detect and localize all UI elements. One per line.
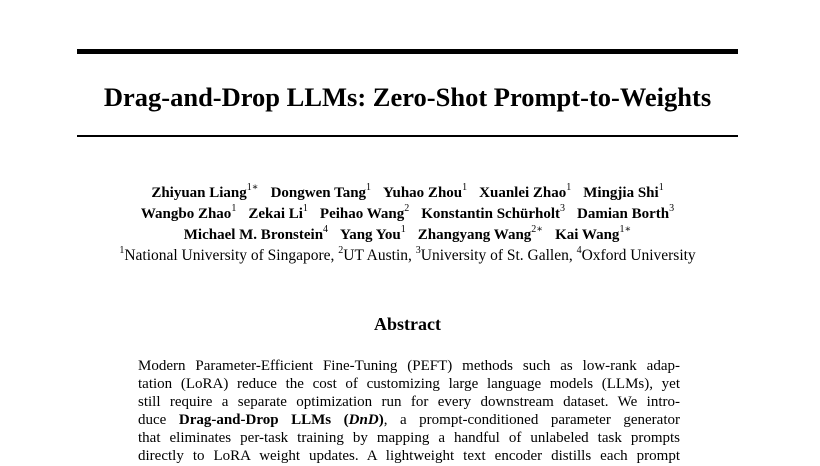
affiliation-name: UT Austin (343, 247, 409, 264)
author-name-text: Michael M. Bronstein (183, 227, 324, 243)
author-name (151, 182, 259, 201)
author-affiliation-mark: 1 (462, 182, 468, 193)
abstract-text: , a prompt-conditioned parameter generator (383, 412, 680, 428)
abstract-line (138, 447, 680, 465)
author-name (555, 224, 632, 243)
author-affiliation-mark: 2 (404, 203, 410, 214)
title-bottom-rule (77, 135, 738, 137)
author-name-text: Damian Borth (577, 206, 670, 222)
author-name-text: Zhiyuan Liang (151, 185, 247, 201)
author-affiliation-mark: 1∗ (619, 224, 632, 235)
author-affiliation-mark: 3 (560, 203, 566, 214)
author-affiliation-mark: 4 (323, 224, 329, 235)
author-affiliation-mark: 1 (302, 203, 308, 214)
abstract-heading: Abstract (374, 314, 441, 334)
affiliation-separator: , (568, 247, 577, 264)
affiliation-mark: 3 (415, 244, 421, 256)
author-affiliation-mark: 1 (366, 182, 372, 193)
affiliation-line (60, 245, 755, 266)
author-name (383, 182, 468, 201)
affiliation-mark: 4 (576, 244, 582, 256)
author-name (140, 203, 237, 222)
abstract-text: that eliminates per-task training by mapping a handful of unlabeled task prompts (138, 430, 680, 446)
author-name (340, 224, 406, 243)
abstract-body (138, 357, 680, 465)
author-name (270, 182, 372, 201)
author-name-text: Kai Wang (555, 227, 620, 243)
abstract-line (138, 393, 680, 411)
paper-title: Drag-and-Drop LLMs: Zero-Shot Prompt-to-Weights (103, 82, 712, 112)
affiliation-name: National University of Singapore (124, 247, 331, 264)
abstract-text: still require a separate optimization run for every downstream dataset. We intro- (138, 394, 680, 410)
author-name (479, 182, 572, 201)
author-name (583, 182, 664, 201)
affiliation-separator: , (330, 247, 339, 264)
abstract-emphasis: ) (378, 412, 384, 428)
author-name (183, 224, 329, 243)
author-name-text: Zekai Li (248, 206, 303, 222)
affiliation-separator: , (408, 247, 416, 264)
author-affiliation-mark: 1 (400, 224, 406, 235)
author-name (248, 203, 308, 222)
author-name-text: Yuhao Zhou (383, 185, 463, 201)
author-name-text: Dongwen Tang (270, 185, 367, 201)
title-top-rule (77, 49, 738, 54)
author-name-text: Konstantin Schürholt (421, 206, 561, 222)
author-name-text: Yang You (340, 227, 401, 243)
author-affiliation-mark: 1 (566, 182, 572, 193)
abstract-text: Modern Parameter-Efficient Fine-Tuning (PEFT) methods such as low-rank adap- (138, 358, 680, 374)
author-name (421, 203, 566, 222)
author-name-text: Peihao Wang (319, 206, 405, 222)
author-affiliation-mark: 1∗ (246, 182, 259, 193)
abstract-line (138, 411, 680, 429)
author-name-text: Wangbo Zhao (140, 206, 232, 222)
author-name-text: Zhangyang Wang (417, 227, 532, 243)
author-affiliation-mark: 1 (231, 203, 237, 214)
abstract-emphasis: Drag-and-Drop LLMs ( (178, 412, 349, 428)
author-list (60, 183, 755, 246)
abstract-emphasis: DnD (348, 412, 379, 428)
author-name-text: Mingjia Shi (583, 185, 659, 201)
abstract-line (138, 357, 680, 375)
author-line (60, 225, 755, 246)
author-name (577, 203, 675, 222)
abstract-text: duce (138, 412, 179, 428)
author-name-text: Xuanlei Zhao (479, 185, 567, 201)
affiliation-mark: 1 (119, 244, 125, 256)
abstract-text: directly to LoRA weight updates. A lightweight text encoder distills each prompt (138, 448, 680, 464)
affiliation-mark: 2 (338, 244, 344, 256)
author-name (319, 203, 410, 222)
author-affiliation-mark: 2∗ (531, 224, 544, 235)
affiliation-name: Oxford University (581, 247, 696, 264)
abstract-line (138, 429, 680, 447)
affiliation-name: University of St. Gallen (420, 247, 569, 264)
author-affiliation-mark: 3 (669, 203, 675, 214)
author-line (60, 204, 755, 225)
abstract-line (138, 375, 680, 393)
abstract-text: tation (LoRA) reduce the cost of customizing large language models (LLMs), yet (138, 376, 680, 392)
author-affiliation-mark: 1 (658, 182, 664, 193)
author-line (60, 183, 755, 204)
author-name (417, 224, 544, 243)
